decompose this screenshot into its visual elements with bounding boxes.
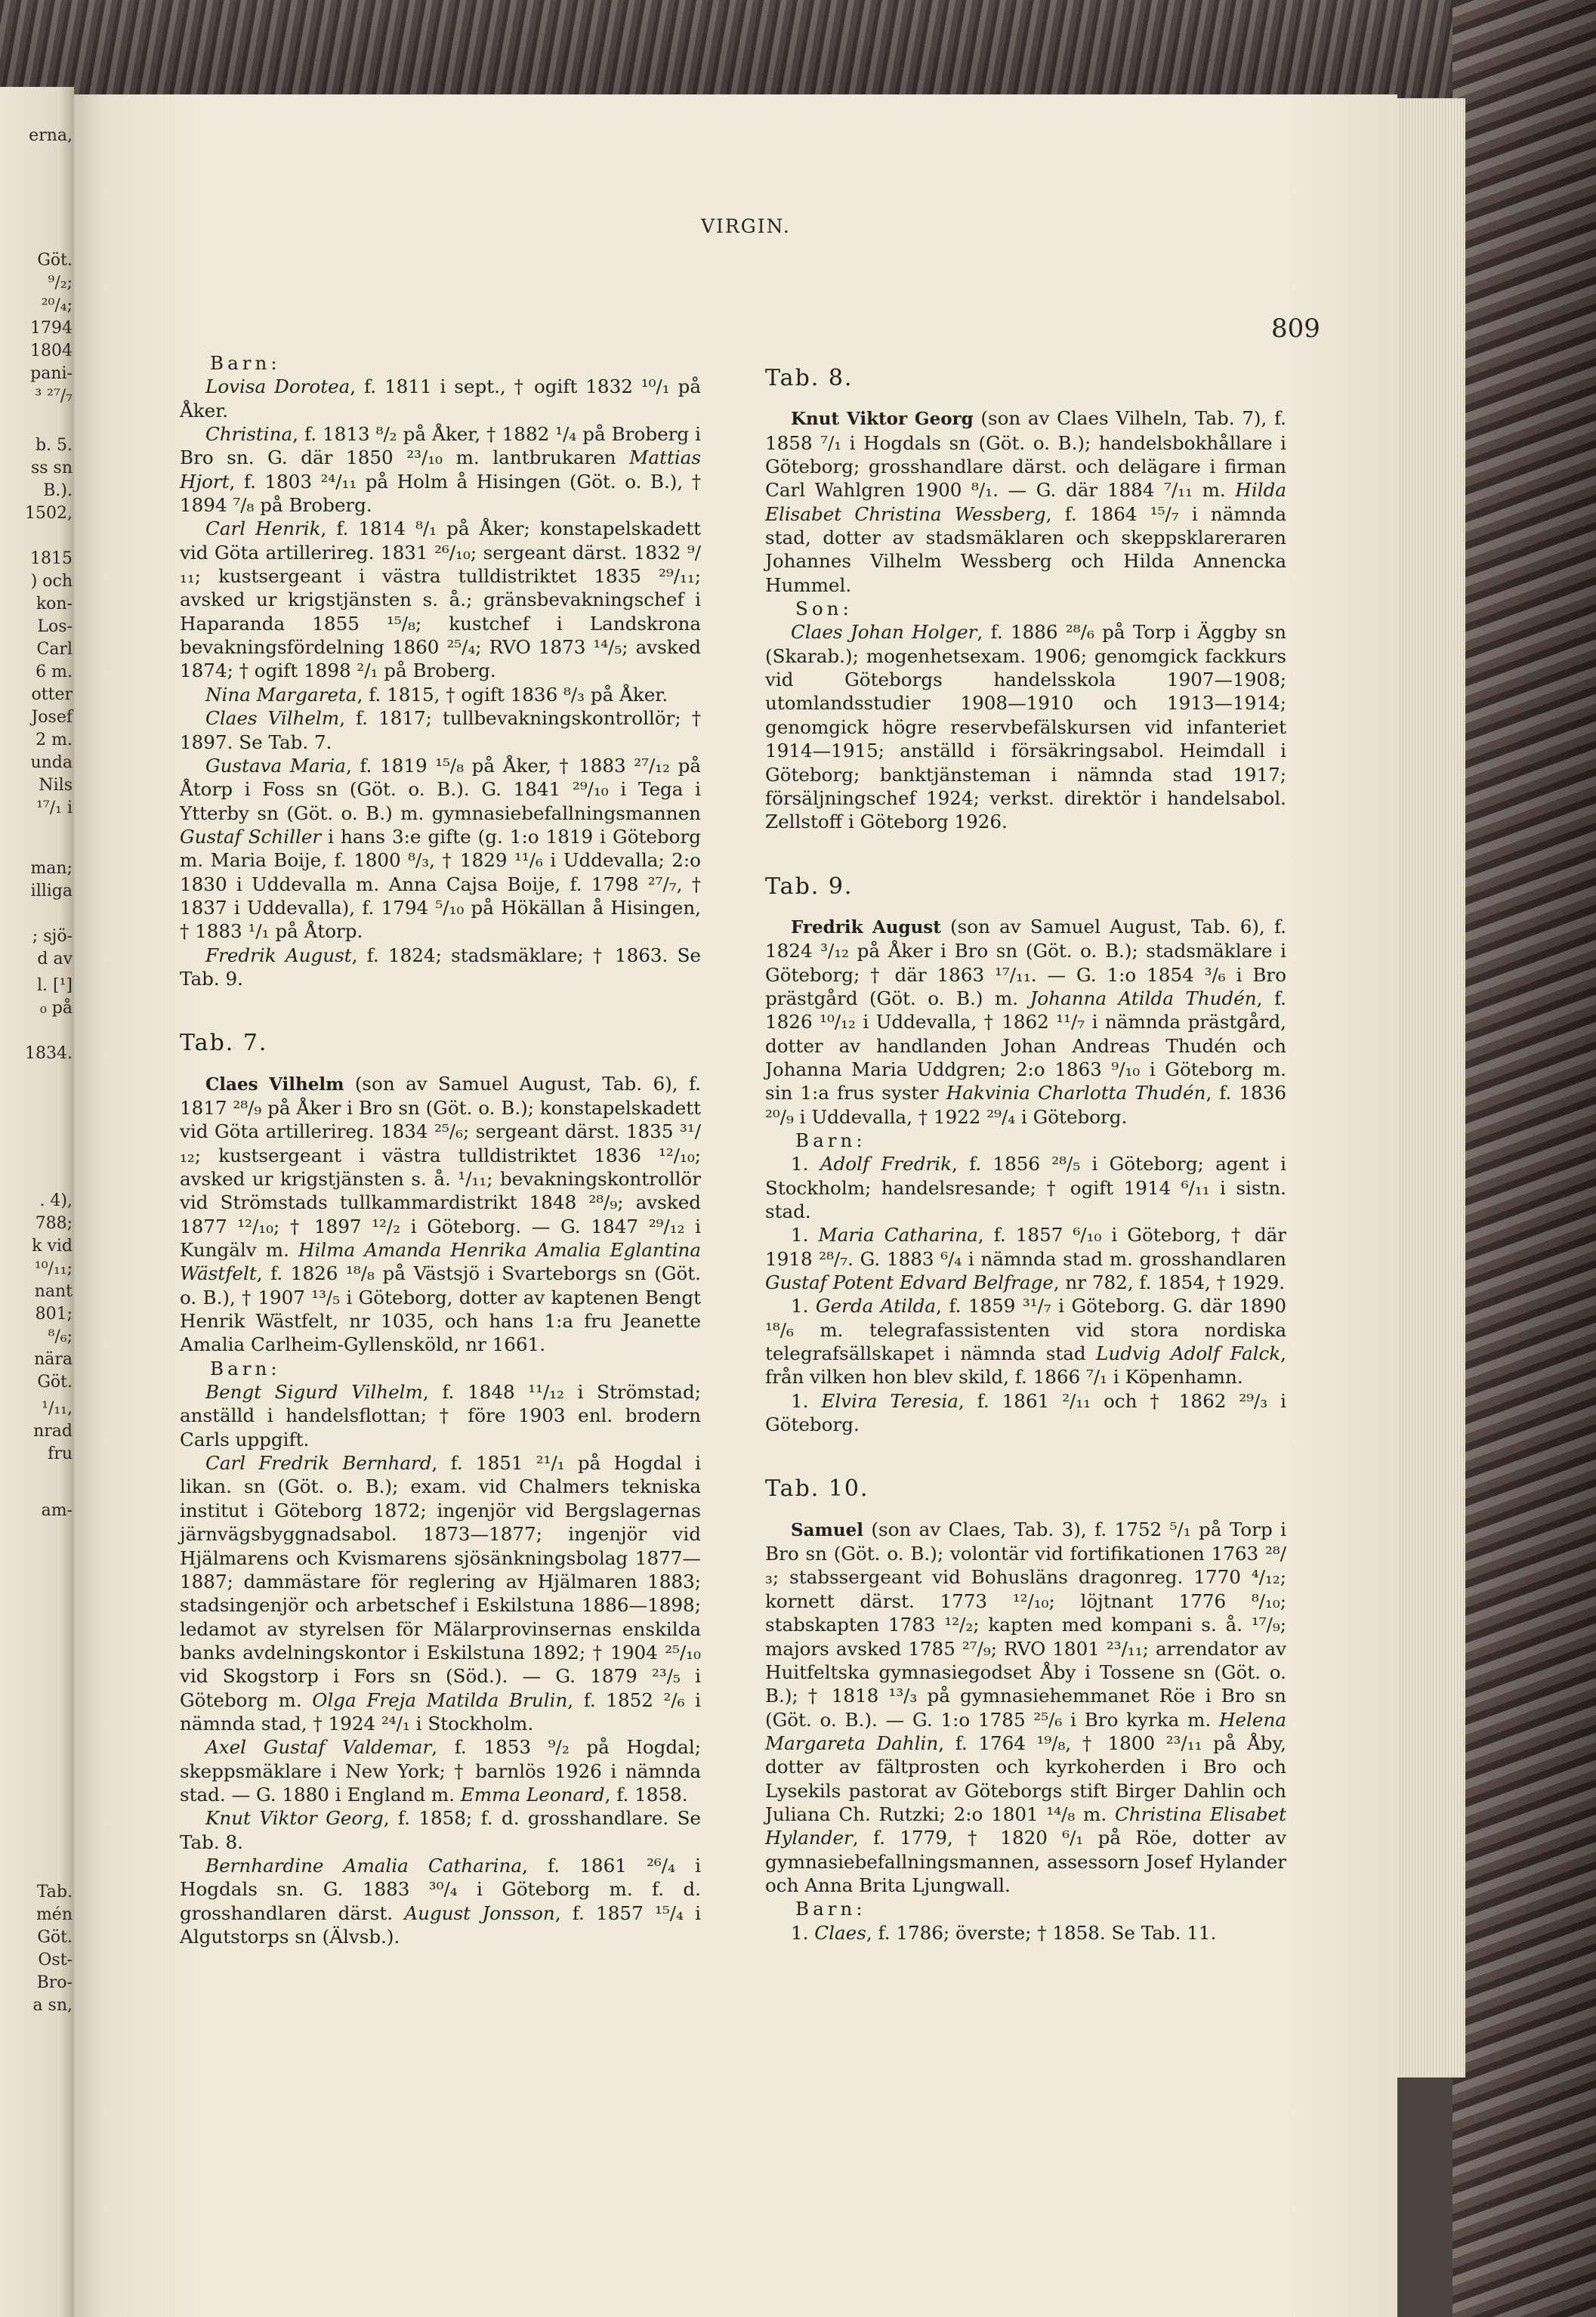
spacer bbox=[765, 834, 1286, 875]
facing-page-fragment: 1502, bbox=[25, 504, 73, 523]
facing-page-fragment: mén bbox=[36, 1905, 73, 1924]
spacer bbox=[765, 390, 1286, 406]
table-heading: Tab. 7. bbox=[180, 1030, 268, 1057]
facing-page-fragment: ¹⁷/₁ i bbox=[36, 799, 73, 817]
facing-page-fragment: unda bbox=[30, 753, 73, 772]
facing-page-fragment: Göt. bbox=[37, 1373, 73, 1392]
facing-page-fragment: ⁸/₆; bbox=[48, 1327, 73, 1346]
entry-paragraph: Claes Johan Holger, f. 1886 ²⁸/₆ på Torp i Äggby sn (Skarab.); mogenhetsexam. 1906; genomgick fackkurs vid Göteborgs handelsskola 1907—1908; utomlandsstudier 1908—1910 och 1913—1914; genomgick högre reservbefälskursen vid infanteriet 1914—1915; anställd i försäkringsabol. Heimdall i Göteborg; banktjänsteman i nämnda stad 1917; försäljningschef 1924; verkst. direktör i handelsabol. Zellstoff i Göteborg 1926. bbox=[765, 621, 1286, 833]
book-cover-right bbox=[1452, 0, 1596, 2317]
entry-paragraph: 1. Adolf Fredrik, f. 1856 ²⁸/₅ i Göteborg; agent i Stockholm; handelsresande; † ogift 1914 ⁶/₁₁ i sistn. stad. bbox=[765, 1153, 1286, 1222]
facing-page-fragment: am- bbox=[41, 1501, 73, 1520]
children-heading: Son: bbox=[795, 598, 853, 620]
facing-page-fragment: 788; bbox=[35, 1214, 73, 1233]
entry-paragraph: Bengt Sigurd Vilhelm, f. 1848 ¹¹/₁₂ i Strömstad; anställd i handelsflottan; † före 1903 enl. brodern Carls uppgift. bbox=[180, 1381, 701, 1450]
facing-page-fragment: ⁹/₂; bbox=[48, 273, 73, 292]
entry-paragraph: Bernhardine Amalia Catharina, f. 1861 ²⁶/₄ i Hogdals sn. G. 1883 ³⁰/₄ i Göteborg m. f. d. grosshandlaren därst. August Jonsson, f. 1857 ¹⁵/₄ i Algutstorps sn (Älvsb.). bbox=[180, 1854, 701, 1948]
facing-page-fragment: Göt. bbox=[37, 1928, 73, 1947]
facing-page-fragment: fru bbox=[48, 1444, 73, 1463]
entry-paragraph: Lovisa Dorotea, f. 1811 i sept., † ogift 1832 ¹⁰/₁ på Åker. bbox=[180, 375, 701, 422]
facing-page-fragment: Bro- bbox=[36, 1973, 73, 1992]
entry-paragraph: 1. Maria Catharina, f. 1857 ⁶/₁₀ i Göteborg, † där 1918 ²⁸/₇. G. 1883 ⁶/₄ i nämnda stad m. grosshandlaren Gustaf Potent Edvard Belfrage, nr 782, f. 1854, † 1929. bbox=[765, 1224, 1286, 1294]
left-column bbox=[180, 351, 701, 1948]
facing-page-fragment: a sn, bbox=[32, 1996, 73, 2015]
spacer bbox=[765, 1501, 1286, 1518]
facing-page-fragment: ) och bbox=[30, 572, 73, 591]
spacer bbox=[765, 1436, 1286, 1477]
facing-page-fragment: k vid bbox=[32, 1237, 73, 1256]
facing-page-fragment: d av bbox=[37, 950, 73, 969]
facing-page-fragment: B.). bbox=[43, 481, 73, 500]
facing-page-fragment: man; bbox=[30, 859, 73, 878]
table-heading: Tab. 8. bbox=[765, 365, 854, 391]
children-heading: Barn: bbox=[795, 1898, 866, 1920]
facing-page-fragment: Nils bbox=[39, 776, 73, 795]
facing-page-fragment: Göt. bbox=[37, 251, 73, 270]
facing-page-fragment: nant bbox=[34, 1282, 73, 1301]
page-number: 809 bbox=[1271, 314, 1320, 344]
entry-paragraph: Claes Vilhelm, f. 1817; tullbevakningskontrollör; † 1897. Se Tab. 7. bbox=[180, 707, 701, 753]
facing-page-fragment: 2 m. bbox=[36, 731, 73, 749]
facing-page-fragment: ¹⁰/₁₁; bbox=[34, 1259, 73, 1278]
facing-page-fragment: pani- bbox=[30, 364, 73, 383]
children-heading: Barn: bbox=[210, 352, 281, 374]
facing-page-edge bbox=[0, 87, 74, 2317]
right-column bbox=[765, 366, 1286, 1945]
facing-page-fragment: 1794 bbox=[30, 319, 73, 338]
entry-paragraph: Christina, f. 1813 ⁸/₂ på Åker, † 1882 ¹/₄ på Broberg i Bro sn. G. där 1850 ²³/₁₀ m. lantbrukaren Mattias Hjort, f. 1803 ²⁴/₁₁ på Holm å Hisingen (Göt. o. B.), † 1894 ⁷/₈ på Broberg. bbox=[180, 423, 701, 517]
facing-page-fragment: kon- bbox=[36, 595, 73, 613]
entry-paragraph: Carl Henrik, f. 1814 ⁸/₁ på Åker; konstapelskadett vid Göta artillerireg. 1831 ²⁶/₁₀; sergeant därst. 1832 ⁹/₁₁; kustsergeant i västra tulldistriktet 1835 ²⁹/₁₁; avsked ur krigstjänsten s. å.; gränsbevakningschef i Haparanda 1855 ¹⁵/₈; kustchef i Landskrona bevakningsfördelning 1860 ²⁵/₄; RVO 1873 ¹⁴/₅; avsked 1874; † ogift 1898 ²/₁ på Broberg. bbox=[180, 517, 701, 682]
book-page bbox=[74, 94, 1397, 2317]
facing-page-fragment: 1804 bbox=[30, 341, 73, 360]
facing-page-fragment: 1834. bbox=[25, 1044, 73, 1063]
facing-page-fragment: ²⁰/₄; bbox=[41, 296, 73, 315]
facing-page-fragment: . 4), bbox=[39, 1191, 73, 1210]
facing-page-fragment: Carl bbox=[36, 640, 73, 659]
facing-page-fragment: ₀ på bbox=[39, 999, 73, 1018]
facing-page-fragment: Los- bbox=[37, 617, 73, 636]
spacer bbox=[765, 898, 1286, 915]
table-heading: Tab. 10. bbox=[765, 1475, 869, 1503]
entry-paragraph: Samuel (son av Claes, Tab. 3), f. 1752 ⁵/₁ på Torp i Bro sn (Göt. o. B.); volontär vid fortifikationen 1763 ²⁸/₃; stabssergeant vid Bohusläns dragonreg. 1770 ⁴/₁₂; kornett därst. 1773 ¹²/₁₀; löjtnant 1776 ⁸/₁₀; stabskapten 1783 ¹²/₂; kapten med kompani s. å. ¹⁷/₉; majors avsked 1785 ²⁷/₉; RVO 1801 ²³/₁₁; arrendator av Huitfeltska gymnasiegodset Åby i Tossene sn (Göt. o. B.); † 1818 ¹³/₃ på gymnasiehemmanet Röe i Bro sn (Göt. o. B.). — G. 1:o 1785 ²⁵/₆ i Bro kyrka m. Helena Margareta Dahlin, f. 1764 ¹⁹/₈, † 1800 ²³/₁₁ på Åby, dotter av fältprosten och kyrkoherden i Bro och Lysekils pastorat av Göteborgs stift Birger Dahlin och Juliana Ch. Rutzki; 2:o 1801 ¹⁴/₈ m. Christina Elisabet Hylander, f. 1779, † 1820 ⁶/₁ på Röe, dotter av gymnasiebefallningsmannen, assessorn Josef Hylander och Anna Brita Ljungwall. bbox=[765, 1518, 1286, 1896]
children-heading: Barn: bbox=[795, 1129, 866, 1151]
entry-paragraph: 1. Elvira Teresia, f. 1861 ²/₁₁ och † 1862 ²⁹/₃ i Göteborg. bbox=[765, 1389, 1286, 1436]
facing-page-fragment: otter bbox=[31, 685, 73, 704]
facing-page-fragment: 801; bbox=[35, 1305, 73, 1324]
facing-page-fragment: nrad bbox=[33, 1422, 73, 1441]
entry-paragraph: Knut Viktor Georg (son av Claes Vilheln, Tab. 7), f. 1858 ⁷/₁ i Hogdals sn (Göt. o. B.); handelsbokhållare i Göteborg; grosshandlare därst. och delägare i firman Carl Wahlgren 1900 ⁸/₁. — G. där 1884 ⁷/₁₁ m. Hilda Elisabet Christina Wessberg, f. 1864 ¹⁵/₇ i nämnda stad, dotter av stadsmäklaren och skeppsklareraren Johannes Vilhelm Wessberg och Hilda Annencka Hummel. bbox=[765, 407, 1286, 596]
facing-page-fragment: 6 m. bbox=[36, 663, 73, 681]
facing-page-fragment: ; sjö- bbox=[32, 927, 73, 946]
facing-page-fragment: l. [¹] bbox=[36, 976, 73, 995]
entry-paragraph: Fredrik August, f. 1824; stadsmäklare; † 1863. Se Tab. 9. bbox=[180, 944, 701, 990]
facing-page-fragment: Josef bbox=[31, 708, 73, 727]
facing-page-fragment: b. 5. bbox=[35, 436, 73, 455]
entry-paragraph: Knut Viktor Georg, f. 1858; f. d. grosshandlare. Se Tab. 8. bbox=[180, 1807, 701, 1853]
running-head: VIRGIN. bbox=[701, 215, 791, 237]
facing-page-fragment: illiga bbox=[30, 882, 73, 901]
facing-page-fragment: ¹/₁₁, bbox=[42, 1399, 73, 1418]
facing-page-fragment: 1815 bbox=[30, 549, 73, 568]
entry-paragraph: Carl Fredrik Bernhard, f. 1851 ²¹/₁ på Hogdal i likan. sn (Göt. o. B.); exam. vid Chalmers tekniska institut i Göteborg 1872; ingenjör vid Bergslagernas järnvägsbyggnadsabol. 1873—1877; ingenjör vid Hjälmarens och Kvismarens sjösänkningsbolag 1877—1887; dammästare för reglering av Hjälmaren 1883; stadsingenjör och arbetschef i Eskilstuna 1886—1898; ledamot av styrelsen för Mälarprovinsernas enskilda banks avdelningskontor i Eskilstuna 1892; † 1904 ²⁵/₁₀ vid Skogstorp i Fors sn (Söd.). — G. 1879 ²³/₅ i Göteborg m. Olga Freja Matilda Brulin, f. 1852 ²/₆ i nämnda stad, † 1924 ²⁴/₁ i Stockholm. bbox=[180, 1452, 701, 1735]
entry-paragraph: Axel Gustaf Valdemar, f. 1853 ⁹/₂ på Hogdal; skeppsmäklare i New York; † barnlös 1926 i nämnda stad. — G. 1880 i England m. Emma Leonard, f. 1858. bbox=[180, 1736, 701, 1806]
table-heading: Tab. 9. bbox=[765, 873, 854, 900]
entry-paragraph: Claes Vilhelm (son av Samuel August, Tab. 6), f. 1817 ²⁸/₉ på Åker i Bro sn (Göt. o. B.); konstapelskadett vid Göta artillerireg. 1834 ²⁵/₆; sergeant därst. 1835 ³¹/₁₂; kustsergeant i västra tulldistriktet 1836 ¹²/₁₀; avsked ur krigstjänsten s. å. ¹/₁₁; bevakningskontrollör vid Strömstads tullkammardistrikt 1848 ²⁸/₉; avsked 1877 ¹²/₁₀; † 1897 ¹²/₂ i Göteborg. — G. 1847 ²⁹/₁₂ i Kungälv m. Hilma Amanda Henrika Amalia Eglantina Wästfelt, f. 1826 ¹⁸/₈ på Västsjö i Svarteborgs sn (Göt. o. B.), † 1907 ¹³/₅ i Göteborg, dotter av kaptenen Bengt Henrik Wästfelt, nr 1035, och hans 1:a fru Jeanette Amalia Carlheim-Gyllensköld, nr 1661. bbox=[180, 1072, 701, 1356]
facing-page-fragment: Ost- bbox=[38, 1951, 73, 1969]
spacer bbox=[180, 1055, 701, 1072]
spacer bbox=[180, 990, 701, 1031]
facing-page-fragment: Tab. bbox=[36, 1883, 73, 1901]
facing-page-fragment: ss sn bbox=[30, 459, 73, 477]
facing-page-fragment: erna, bbox=[29, 126, 73, 145]
entry-paragraph: Fredrik August (son av Samuel August, Tab. 6), f. 1824 ³/₁₂ på Åker i Bro sn (Göt. o. B.); stadsmäklare i Göteborg; † där 1863 ¹⁷/₁₁. — G. 1:o 1854 ³/₆ i Bro prästgård (Göt. o. B.) m. Johanna Atilda Thudén, f. 1826 ¹⁰/₁₂ i Uddevalla, † 1862 ¹¹/₇ i nämnda prästgård, dotter av handlanden Johan Andreas Thudén och Johanna Maria Uddgren; 2:o 1863 ⁹/₁₀ i Göteborg m. sin 1:a frus syster Hakvinia Charlotta Thudén, f. 1836 ²⁰/₉ i Uddevalla, † 1922 ²⁹/₄ i Göteborg. bbox=[765, 915, 1286, 1128]
entry-paragraph: 1. Gerda Atilda, f. 1859 ³¹/₇ i Göteborg. G. där 1890 ¹⁸/₆ m. telegrafassistenten vid stora nordiska telegrafsällskapet i nämnda stad Ludvig Adolf Falck, från vilken hon blev skild, f. 1866 ⁷/₁ i Köpenhamn. bbox=[765, 1295, 1286, 1389]
facing-page-fragment: nära bbox=[34, 1350, 73, 1369]
entry-paragraph: Gustava Maria, f. 1819 ¹⁵/₈ på Åker, † 1883 ²⁷/₁₂ på Åtorp i Foss sn (Göt. o. B.). G. 1841 ²⁹/₁₀ i Tega i Ytterby sn (Göt. o. B.) m. gymnasiebefallningsmannen Gustaf Schiller i hans 3:e gifte (g. 1:o 1819 i Göteborg m. Maria Boije, f. 1800 ⁸/₃, † 1829 ¹¹/₆ i Uddevalla; 2:o 1830 i Uddevalla m. Anna Cajsa Boije, f. 1798 ²⁷/₇, † 1837 i Uddevalla), f. 1794 ⁵/₁₀ på Hökällan å Hisingen, † 1883 ¹/₁ på Åtorp. bbox=[180, 754, 702, 943]
entry-paragraph: 1. Claes, f. 1786; överste; † 1858. Se Tab. 11. bbox=[791, 1921, 1217, 1944]
children-heading: Barn: bbox=[210, 1357, 281, 1379]
facing-page-fragment: ³ ²⁷/₇ bbox=[35, 387, 73, 406]
entry-paragraph: Nina Margareta, f. 1815, † ogift 1836 ⁸/₃ på Åker. bbox=[205, 683, 668, 706]
